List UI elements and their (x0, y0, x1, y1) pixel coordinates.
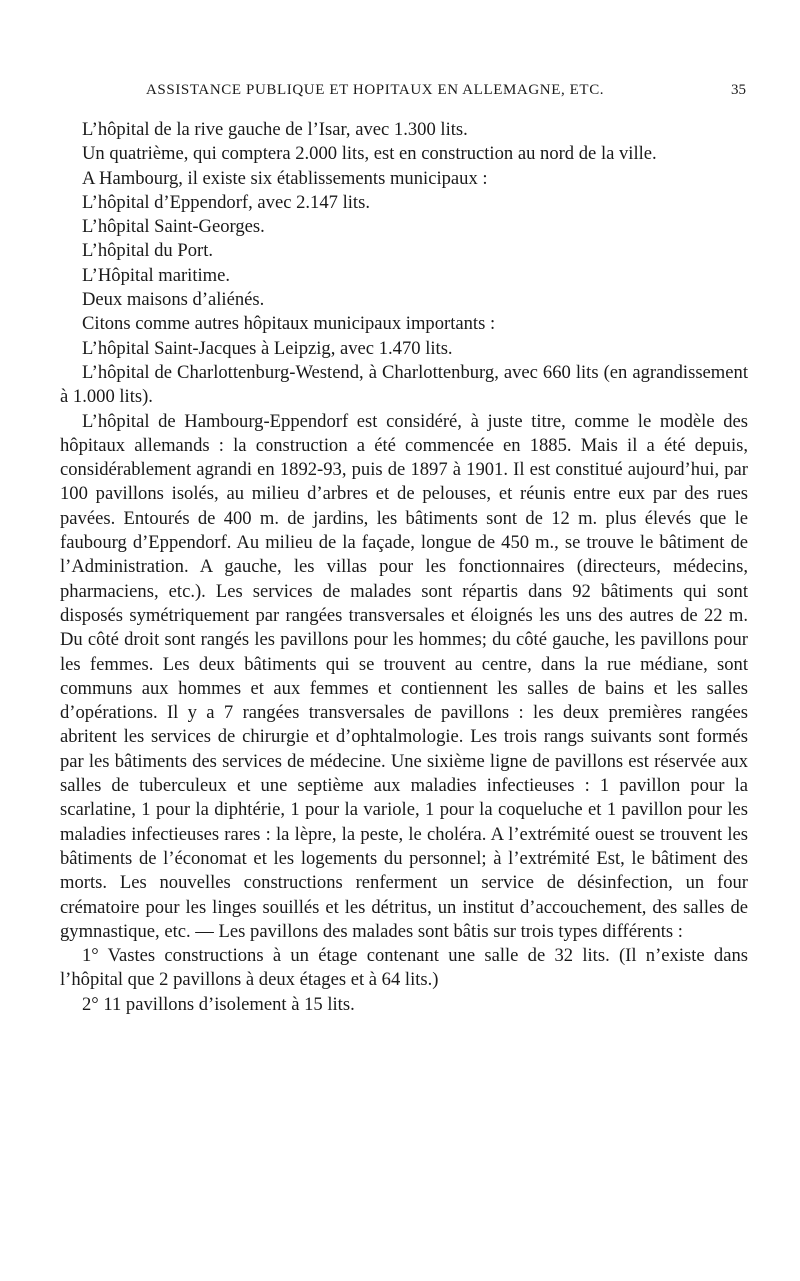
body-text (60, 118, 748, 1017)
paragraph: L’hôpital de Charlottenburg-Westend, à Charlottenburg, avec 660 lits (en agrandissement à 1.000 lits). (60, 361, 748, 408)
paragraph: Citons comme autres hôpitaux municipaux importants : (82, 313, 496, 335)
paragraph: L’Hôpital maritime. (82, 264, 231, 286)
paragraph: L’hôpital de Hambourg-Eppendorf est considéré, à juste titre, comme le modèle des hôpitaux allemands : la construction a été commencée en 1885. Mais il a été depuis, considérablement agrandi en 1892-93, puis de 1897 à 1901. Il est constitué aujourd’hui, par 100 pavillons isolés, au milieu d’arbres et de pelouses, et réunis entre eux par des rues pavées. Entourés de 400 m. de jardins, les bâtiments sont de 12 m. plus élevés que le faubourg d’Eppendorf. Au milieu de la façade, longue de 450 m., se trouve le bâtiment de l’Administration. A gauche, les villas pour les fonctionnaires (directeurs, médecins, pharmaciens, etc.). Les services de malades sont répartis dans 92 bâtiments qui sont disposés symétriquement par rangées transversales et éloignés les uns des autres de 22 m. Du côté droit sont rangés les pavillons pour les hommes; du côté gauche, les pavillons pour les femmes. Les deux bâtiments qui se trouvent au centre, dans la rue médiane, sont communs aux hommes et aux femmes et contiennent les salles de bains et les salles d’opérations. Il y a 7 rangées transversales de pavillons : les deux premières rangées abritent les services de chirurgie et d’ophtalmologie. Les trois rangs suivants sont formés par les bâtiments des services de médecine. Une sixième ligne de pavillons est réservée aux salles de tuberculeux et une septième aux maladies infectieuses : 1 pavillon pour la scarlatine, 1 pour la diphtérie, 1 pour la variole, 1 pour la coqueluche et 1 pavillon pour les maladies infectieuses rares : la lèpre, la peste, le choléra. A l’extrémité ouest se trouvent les bâtiments de l’économat et les logements du personnel; à l’extrémité Est, le bâtiment des morts. Les nouvelles constructions renferment un service de désinfection, un four crématoire pour les linges souillés et les détritus, un institut d’accouchement, des salles de gymnastique, etc. — Les pavillons des malades sont bâtis sur trois types différents : (60, 410, 748, 942)
paragraph: L’hôpital du Port. (82, 240, 214, 262)
paragraph: 1° Vastes constructions à un étage contenant une salle de 32 lits. (Il n’existe dans l’hôpital que 2 pavillons à deux étages et à 64 lits.) (60, 945, 748, 991)
paragraph: L’hôpital Saint-Jacques à Leipzig, avec 1.470 lits. (82, 337, 453, 359)
page-number: 35 (731, 82, 746, 98)
paragraph: L’hôpital d’Eppendorf, avec 2.147 lits. (82, 191, 370, 213)
running-head: ASSISTANCE PUBLIQUE ET HOPITAUX EN ALLEMAGNE, ETC. (146, 82, 605, 98)
paragraph: Un quatrième, qui comptera 2.000 lits, est en construction au nord de la ville. (82, 143, 657, 165)
paragraph: Deux maisons d’aliénés. (82, 289, 265, 311)
paragraph: 2° 11 pavillons d’isolement à 15 lits. (82, 993, 355, 1015)
paragraph: A Hambourg, il existe six établissements municipaux : (82, 167, 488, 189)
page-header (60, 82, 746, 106)
paragraph: L’hôpital de la rive gauche de l’Isar, avec 1.300 lits. (82, 119, 468, 140)
paragraph: L’hôpital Saint-Georges. (82, 216, 265, 238)
